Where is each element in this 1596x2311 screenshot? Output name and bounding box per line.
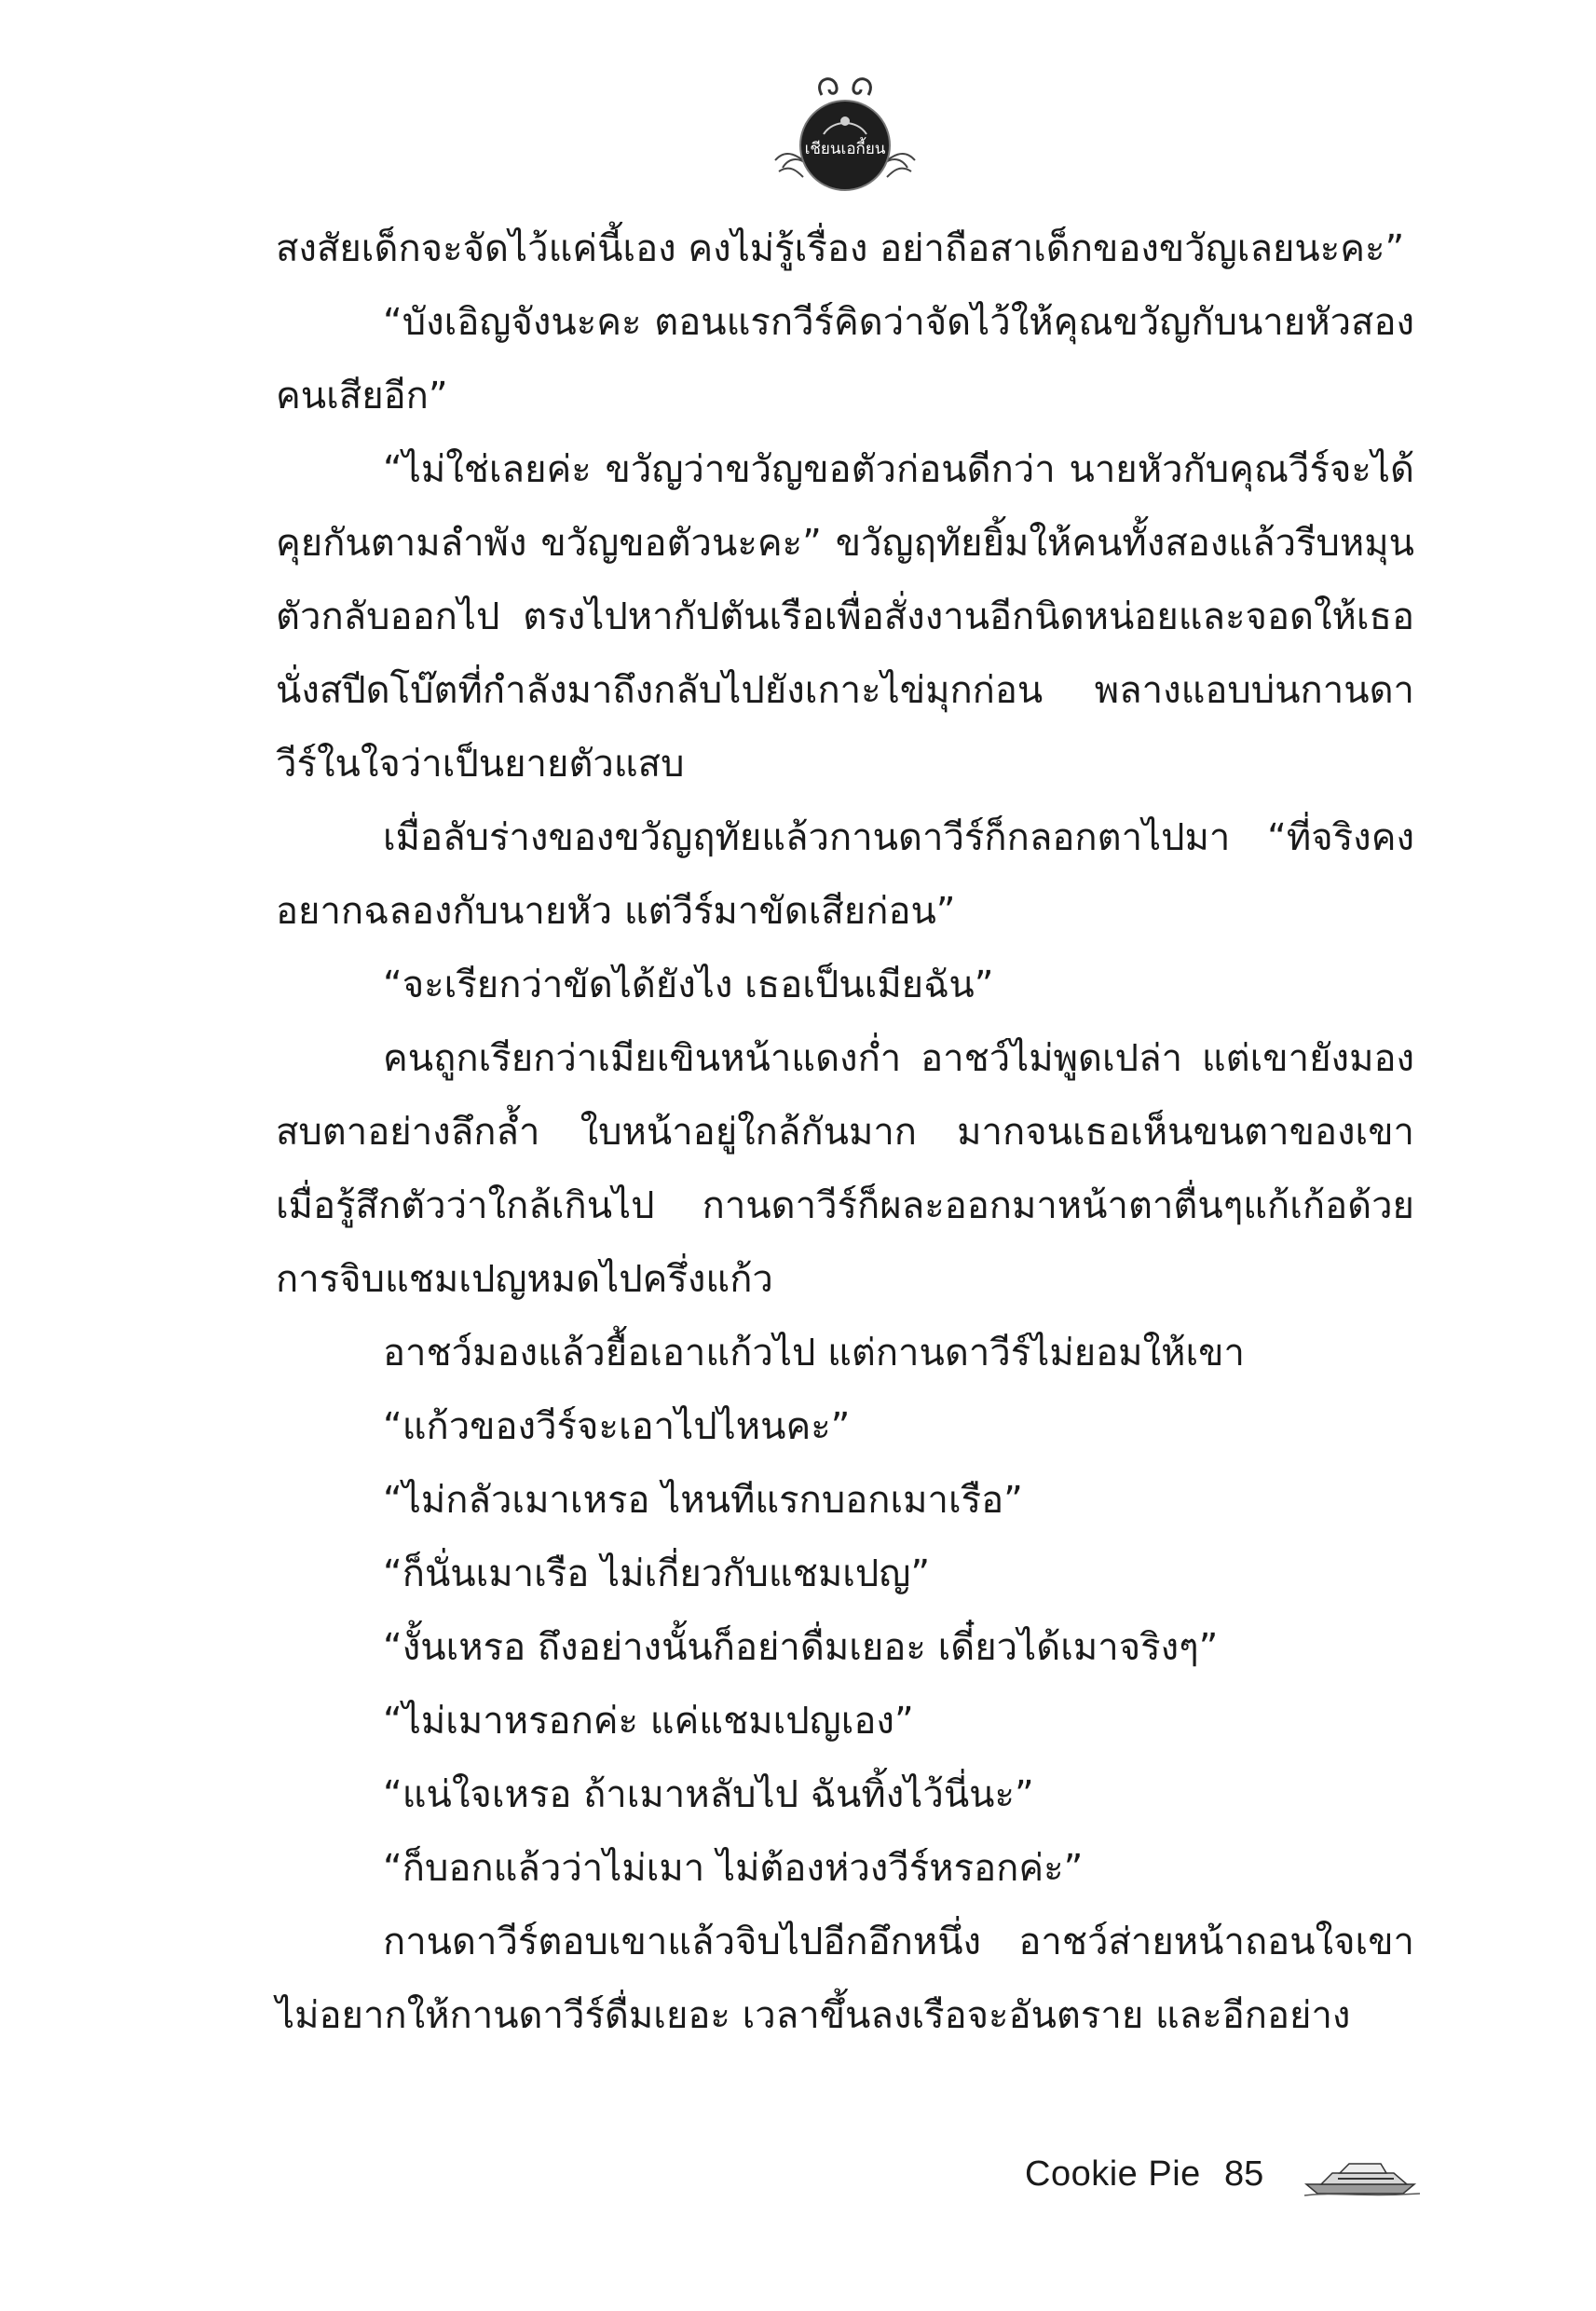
publisher-logo xyxy=(766,67,924,198)
paragraph: “งั้นเหรอ ถึงอย่างนั้นก็อย่าดื่มเยอะ เดี๋ยวได้เมาจริงๆ” xyxy=(383,1626,1219,1669)
paragraph: กานดาวีร์ตอบเขาแล้วจิบไปอีกอึกหนึ่ง อาชว์ส่ายหน้าถอนใจเขาไม่อยากให้กานดาวีร์ดื่มเยอะ เวลาขึ้นลงเรือจะอันตราย และอีกอย่าง xyxy=(276,1921,1414,2037)
paragraph: สงสัยเด็กจะจัดไว้แค่นี้เอง คงไม่รู้เรื่อง อย่าถือสาเด็กของขวัญเลยนะคะ” xyxy=(276,227,1405,270)
yacht-icon xyxy=(1304,2156,1421,2197)
paragraph: “ไม่กลัวเมาเหรอ ไหนทีแรกบอกเมาเรือ” xyxy=(383,1479,1023,1522)
paragraph: “บังเอิญจังนะคะ ตอนแรกวีร์คิดว่าจัดไว้ให้คุณขวัญกับนายหัวสองคนเสียอีก” xyxy=(276,301,1414,417)
page-number: 85 xyxy=(1224,2154,1264,2194)
paragraph: คนถูกเรียกว่าเมียเขินหน้าแดงก่ำ อาชว์ไม่พูดเปล่า แต่เขายังมองสบตาอย่างลึกล้ำ ใบหน้าอยู่ใกล้กันมาก มากจนเธอเห็นขนตาของเขา เมื่อรู้สึกตัวว่าใกล้เกินไป กานดาวีร์ก็ผละออกมาหน้าตาตื่นๆแก้เก้อด้วยการจิบแชมเปญหมดไปครึ่งแก้ว xyxy=(276,1037,1414,1301)
paragraph: อาชว์มองแล้วยื้อเอาแก้วไป แต่กานดาวีร์ไม่ยอมให้เขา xyxy=(383,1332,1245,1374)
logo-text: เชียนเอกี้ยน xyxy=(804,140,886,158)
paragraph: “แน่ใจเหรอ ถ้าเมาหลับไป ฉันทิ้งไว้นี่นะ” xyxy=(383,1773,1034,1816)
body-text xyxy=(276,212,1414,2053)
paragraph: “จะเรียกว่าขัดได้ยังไง เธอเป็นเมียฉัน” xyxy=(383,964,994,1006)
logo-emblem-icon xyxy=(766,67,924,198)
paragraph: เมื่อลับร่างของขวัญฤทัยแล้วกานดาวีร์ก็กลอกตาไปมา “ที่จริงคงอยากฉลองกับนายหัว แต่วีร์มาขัดเสียก่อน” xyxy=(276,816,1414,933)
paragraph: “ก็นั่นเมาเรือ ไม่เกี่ยวกับแชมเปญ” xyxy=(383,1552,931,1595)
paragraph: “ก็บอกแล้วว่าไม่เมา ไม่ต้องห่วงวีร์หรอกค่ะ” xyxy=(383,1847,1084,1890)
paragraph: “ไม่ใช่เลยค่ะ ขวัญว่าขวัญขอตัวก่อนดีกว่า นายหัวกับคุณวีร์จะได้คุยกันตามลำพัง ขวัญขอตัวนะคะ” ขวัญฤทัยยิ้มให้คนทั้งสองแล้วรีบหมุนตัวกลับออกไป ตรงไปหากัปตันเรือเพื่อสั่งงานอีกนิดหน่อยและจอดให้เธอนั่งสปีดโบ๊ตที่กำลังมาถึงกลับไปยังเกาะไข่มุกก่อน พลางแอบบ่นกานดาวีร์ในใจว่าเป็นยายตัวแสบ xyxy=(276,448,1414,786)
paragraph: “แก้วของวีร์จะเอาไปไหนคะ” xyxy=(383,1405,851,1448)
book-title: Cookie Pie xyxy=(1025,2154,1201,2194)
paragraph: “ไม่เมาหรอกค่ะ แค่แชมเปญเอง” xyxy=(383,1700,914,1743)
page-footer xyxy=(1025,2151,1425,2207)
